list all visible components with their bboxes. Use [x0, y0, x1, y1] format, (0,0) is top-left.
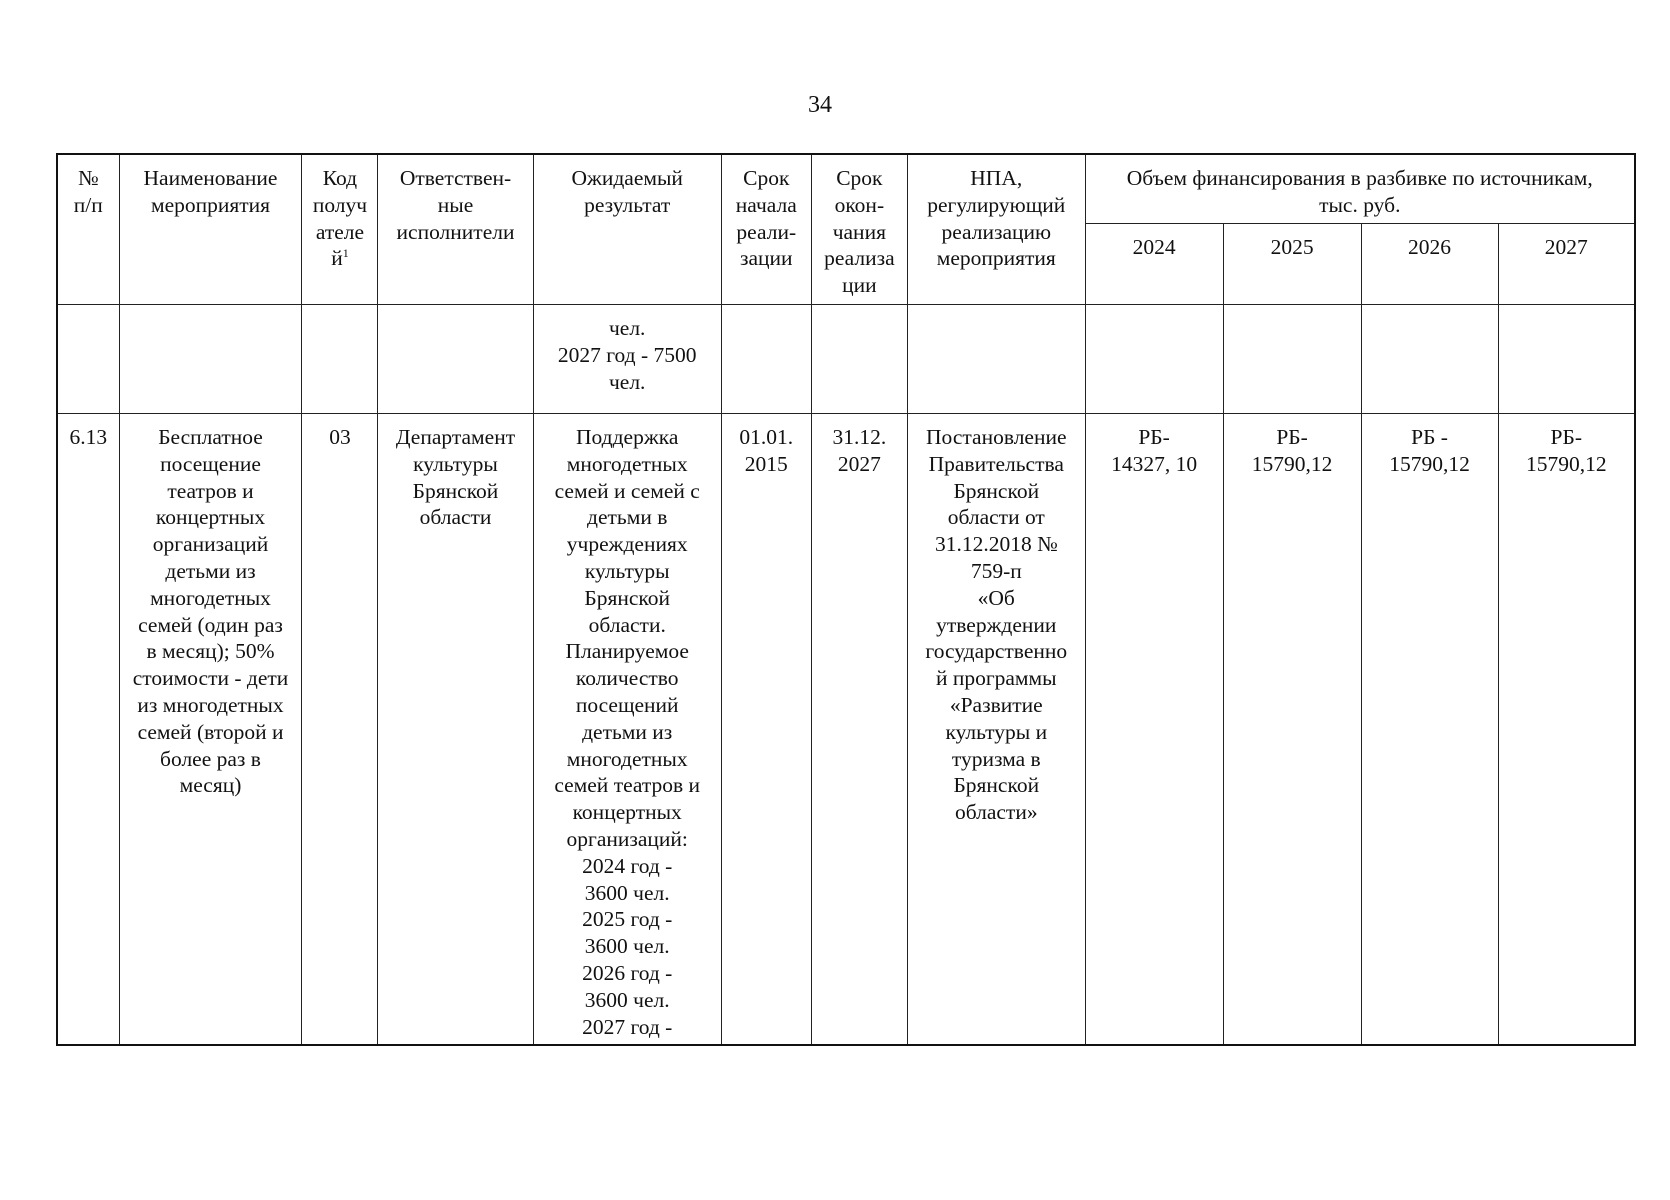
- header-name: Наименование мероприятия: [119, 154, 302, 305]
- footnote-marker: 1: [342, 246, 349, 261]
- cell-name: Бесплатное посещение театров и концертных организаций детьми из многодетных семей (один раз в месяц); 50% стоимости - дети из многодетных семей (второй и более раз в месяц): [119, 414, 302, 1046]
- cell-responsible: Департамент культуры Брянской области: [378, 414, 533, 1046]
- header-year-2027: 2027: [1498, 224, 1635, 305]
- cell-funding-2025: РБ- 15790,12: [1223, 414, 1361, 1046]
- cell-funding-2027: РБ- 15790,12: [1498, 414, 1635, 1046]
- cell-start: 01.01. 2015: [721, 414, 811, 1046]
- cell-responsible: [378, 305, 533, 414]
- activities-table: [56, 153, 1636, 1046]
- cell-funding-2026: РБ - 15790,12: [1361, 414, 1498, 1046]
- table-header-row: [57, 154, 1635, 224]
- header-npa: НПА, регулирующий реализацию мероприятия: [907, 154, 1085, 305]
- cell-end: [811, 305, 907, 414]
- cell-funding-2024: РБ- 14327, 10: [1085, 414, 1223, 1046]
- header-year-2026: 2026: [1361, 224, 1498, 305]
- page-number: 34: [808, 92, 832, 118]
- header-num: № п/п: [57, 154, 119, 305]
- cell-num: 6.13: [57, 414, 119, 1046]
- header-result: Ожидаемый результат: [533, 154, 721, 305]
- cell-funding-2024: [1085, 305, 1223, 414]
- header-year-2024: 2024: [1085, 224, 1223, 305]
- cell-npa: [907, 305, 1085, 414]
- cell-funding-2025: [1223, 305, 1361, 414]
- cell-result: Поддержка многодетных семей и семей с детьми в учреждениях культуры Брянской области. Планируемое количество посещений детьми из многодетных семей театров и концертных организаций: 2024 год - 3600 чел. 2025 год - 3600 чел. 2026 год - 3600 чел. 2027 год -: [533, 414, 721, 1046]
- header-year-2025: 2025: [1223, 224, 1361, 305]
- cell-funding-2026: [1361, 305, 1498, 414]
- cell-npa: Постановление Правительства Брянской области от 31.12.2018 № 759-п «Об утверждении государственно й программы «Развитие культуры и туризма в Брянской области»: [907, 414, 1085, 1046]
- table-row: [57, 414, 1635, 1046]
- header-code: Код получ ателе $й^1$: [302, 154, 378, 305]
- cell-num: [57, 305, 119, 414]
- cell-end: 31.12. 2027: [811, 414, 907, 1046]
- header-funding: Объем финансирования в разбивке по источникам, тыс. руб.: [1085, 154, 1635, 224]
- cell-code: [302, 305, 378, 414]
- header-responsible: Ответствен- ные исполнители: [378, 154, 533, 305]
- cell-name: [119, 305, 302, 414]
- header-end: Срок окон- чания реализа ции: [811, 154, 907, 305]
- cell-result: чел. 2027 год - 7500 чел.: [533, 305, 721, 414]
- cell-funding-2027: [1498, 305, 1635, 414]
- cell-code: 03: [302, 414, 378, 1046]
- table-row-continuation: [57, 305, 1635, 414]
- header-start: Срок начала реали- зации: [721, 154, 811, 305]
- cell-start: [721, 305, 811, 414]
